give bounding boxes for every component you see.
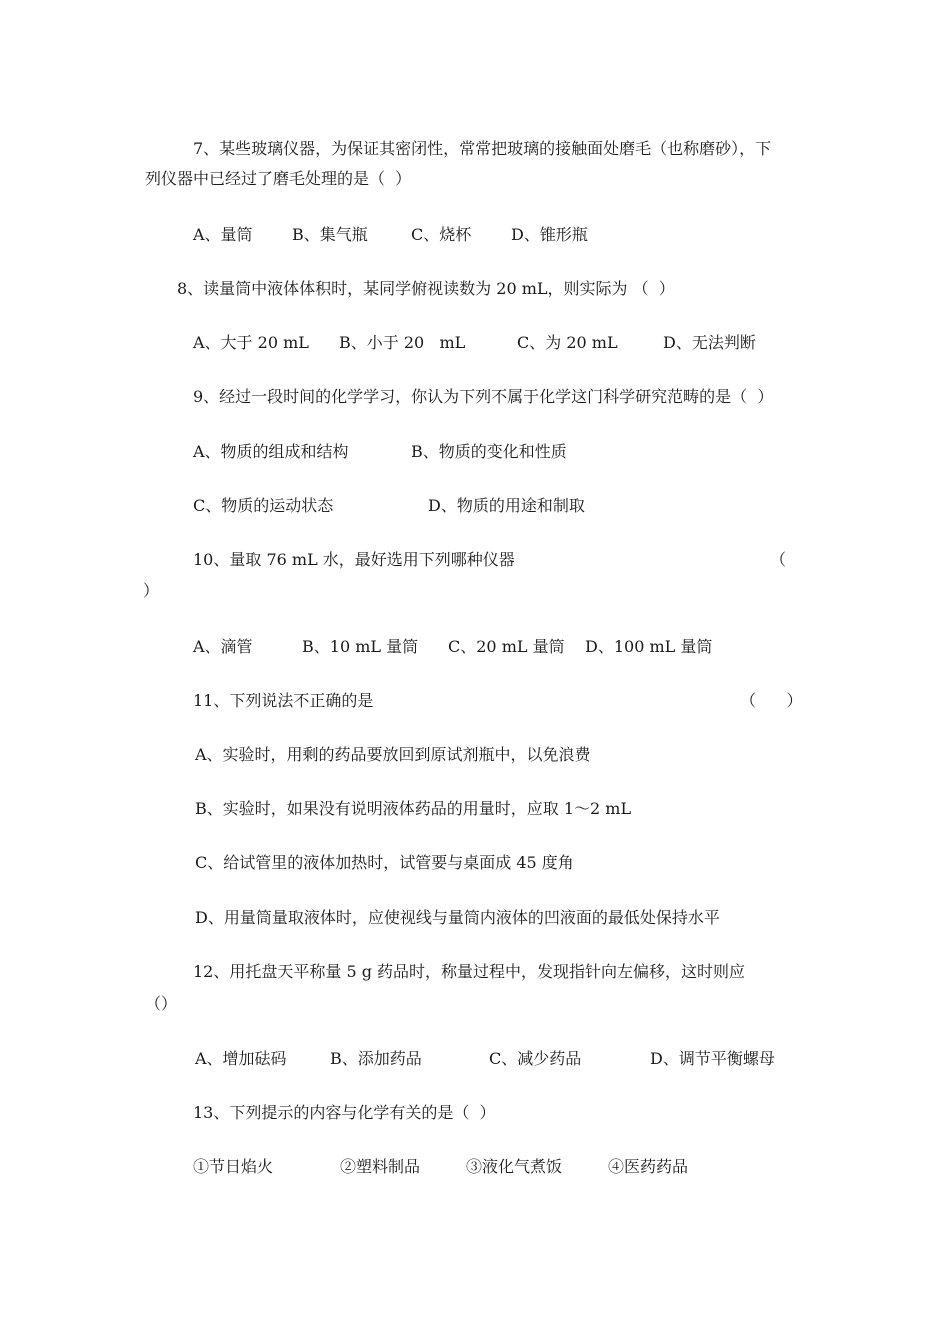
q7-option-c: C、烧杯 bbox=[411, 225, 472, 244]
q12-option-a: A、增加砝码 bbox=[195, 1049, 287, 1068]
q7-option-d: D、锥形瓶 bbox=[511, 225, 588, 244]
q8-stem: 8、读量筒中液体体积时，某同学俯视读数为 20 mL，则实际为 （ ） bbox=[177, 279, 675, 298]
q9-option-d: D、物质的用途和制取 bbox=[428, 496, 585, 515]
q12-answer-paren: （） bbox=[145, 994, 178, 1013]
q13-option-2: ②塑料制品 bbox=[340, 1157, 421, 1176]
q7-option-a: A、量筒 bbox=[193, 225, 253, 244]
q7-option-b: B、集气瓶 bbox=[292, 225, 368, 244]
q13-option-4: ④医药药品 bbox=[608, 1157, 689, 1176]
q7-stem-line1: 7、某些玻璃仪器，为保证其密闭性，常常把玻璃的接触面处磨毛（也称磨砂），下 bbox=[193, 139, 772, 158]
q11-option-b: B、实验时，如果没有说明液体药品的用量时，应取 1～2 mL bbox=[195, 799, 632, 818]
q12-option-c: C、减少药品 bbox=[489, 1049, 582, 1068]
q11-answer-paren: （ ） bbox=[740, 691, 803, 710]
q10-answer-paren-close: ） bbox=[143, 581, 160, 600]
q10-stem: 10、量取 76 mL 水，最好选用下列哪种仪器 bbox=[193, 550, 515, 569]
q9-option-a: A、物质的组成和结构 bbox=[193, 442, 349, 461]
q13-stem: 13、下列提示的内容与化学有关的是（ ） bbox=[193, 1103, 496, 1122]
q10-answer-paren-open: （ bbox=[770, 550, 787, 569]
q11-option-a: A、实验时，用剩的药品要放回到原试剂瓶中，以免浪费 bbox=[195, 745, 591, 764]
q13-option-3: ③液化气煮饭 bbox=[466, 1157, 563, 1176]
q7-stem-line2: 列仪器中已经过了磨毛处理的是（ ） bbox=[145, 169, 412, 188]
q10-option-c: C、20 mL 量筒 bbox=[448, 637, 565, 656]
q12-option-d: D、调节平衡螺母 bbox=[650, 1049, 775, 1068]
q9-option-c: C、物质的运动状态 bbox=[193, 496, 334, 515]
q11-option-d: D、用量筒量取液体时，应使视线与量筒内液体的凹液面的最低处保持水平 bbox=[195, 908, 720, 927]
q10-option-b: B、10 mL 量筒 bbox=[302, 637, 419, 656]
q8-option-a: A、大于 20 mL bbox=[193, 333, 309, 352]
q8-option-b: B、小于 20 mL bbox=[339, 333, 466, 352]
q12-stem: 12、用托盘天平称量 5 g 药品时，称量过程中，发现指针向左偏移，这时则应 bbox=[193, 962, 746, 981]
q9-option-b: B、物质的变化和性质 bbox=[411, 442, 567, 461]
q9-stem: 9、经过一段时间的化学学习，你认为下列不属于化学这门科学研究范畴的是（ ） bbox=[193, 387, 774, 406]
q10-option-a: A、滴管 bbox=[193, 637, 253, 656]
q11-stem: 11、下列说法不正确的是 bbox=[193, 691, 374, 710]
q8-option-d: D、无法判断 bbox=[663, 333, 756, 352]
q13-option-1: ①节日焰火 bbox=[193, 1157, 274, 1176]
q11-option-c: C、给试管里的液体加热时，试管要与桌面成 45 度角 bbox=[195, 853, 574, 872]
q8-option-c: C、为 20 mL bbox=[517, 333, 618, 352]
q10-option-d: D、100 mL 量筒 bbox=[585, 637, 713, 656]
q12-option-b: B、添加药品 bbox=[330, 1049, 422, 1068]
